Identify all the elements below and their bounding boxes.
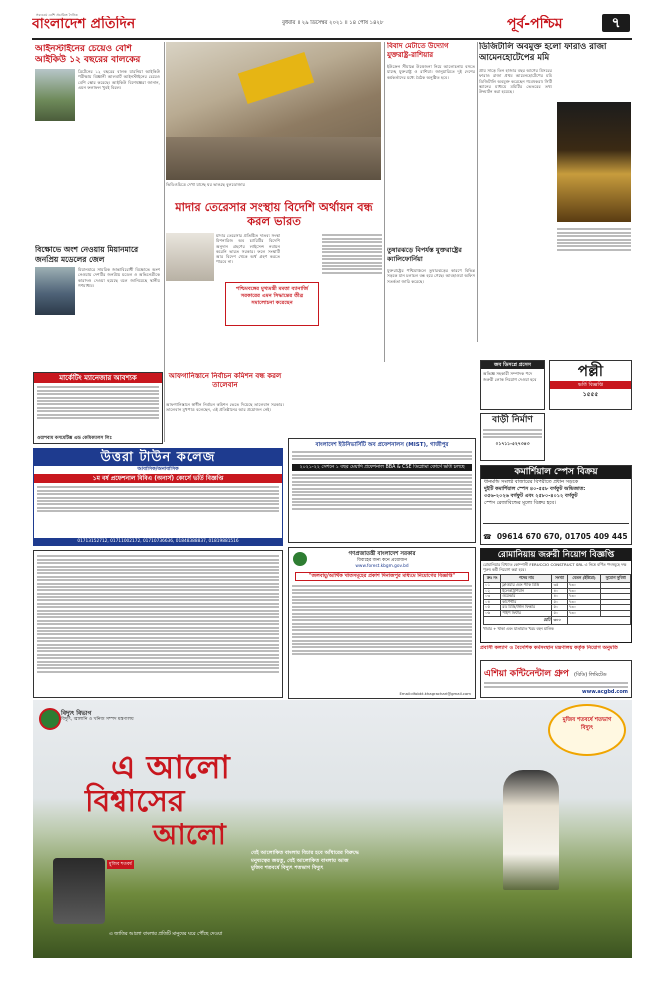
ad-government[interactable] xyxy=(288,547,476,699)
teresa-headline[interactable]: মাদার তেরেসার সংস্থায় বিদেশি অর্থায়ন বন্ধ করল ভারত xyxy=(175,200,373,228)
romania-col-header: বেতন (ইউরো) xyxy=(567,575,601,583)
pharaoh-body-text: প্রায় সাড়ে তিন হাজার বছর আগের মিসরের ফারাও রাজা প্রথম আমেনহোটেপের মমি ডিজিটালি অবমুক্ত করেছেন গবেষকরা। সিটি স্ক্যানের মাধ্যমে মমিটির ভেতরের তথ্য উদ্ঘাটন করা হয়েছে। xyxy=(479,68,552,95)
myanmar-body-text: মিয়ানমারে সামরিক জান্তাবিরোধী বিক্ষোভে অংশ নেওয়ায় দেশটির জনপ্রিয় মডেল ও অভিনেত্রীকে কারাদণ্ড দেওয়া হয়েছে বলে জানিয়েছে স্থানীয় গণমাধ্যম। xyxy=(78,267,160,288)
article-pharaoh xyxy=(479,42,632,342)
romania-col-header: পদের নাম xyxy=(501,575,552,583)
page-number-badge xyxy=(602,14,630,32)
romania-cell: ০২ xyxy=(484,588,501,594)
article-virus xyxy=(387,42,475,242)
commercial-line1: ধানমন্ডি সংলগ্ন বাজারের বিপরীতে প্রধান সড়কে xyxy=(484,479,579,485)
ad-asia-continental[interactable] xyxy=(480,660,632,698)
uttara-band: ১ম বর্ষ প্রফেশনাল বিবিএ (অনার্স) কোর্সে ভর্তি বিজ্ঞপ্তি xyxy=(34,474,282,483)
romania-cell: ০৩ xyxy=(484,594,501,600)
article-election xyxy=(166,372,284,444)
romania-total-label: মোট xyxy=(484,616,552,624)
teresa-body-text: মাদার তেরেসার প্রতিষ্ঠিত দাতব্য সংস্থা মিশনারিজ অব চ্যারিটির বিদেশি অনুদান গ্রহণের লাইসেন্স নবায়ন করেনি ভারত সরকার। ফলে সংস্থাটি আর বিদেশ থেকে অর্থ গ্রহণ করতে পারবে না। xyxy=(216,233,280,265)
mist-title: বাংলাদেশ ইউনিভার্সিটি অব প্রফেশনালস (MIST), গাজীপুর xyxy=(315,442,449,448)
uttara-phone-bar xyxy=(34,538,282,545)
commercial-line3: ৩৫৬-২০২৬ বর্গফুট এবং ২৫৮০-৪০১২ বর্গফুট xyxy=(484,493,578,499)
job-body: অভিজ্ঞ সহকারী সম্পাদক পদে জরুরী লোক নিয়োগ দেওয়া হবে xyxy=(483,371,537,382)
power-tagline-2: মনুষ্যত্বের জয়তু, যেই আলোকিত বাংলায় আজ xyxy=(251,857,349,864)
romania-cell: ওয়েল্ডার xyxy=(501,594,552,600)
uttara-phone: 01713152712, 01711002172, 01710736636, 01848388837, 01819881516 xyxy=(77,539,239,544)
mummy-photo xyxy=(557,102,631,222)
masthead xyxy=(32,12,632,38)
govt-subtitle: বিবাহের জন্য কনে প্রয়োজন xyxy=(356,558,408,563)
teresa-photo xyxy=(166,233,214,281)
romania-cell: ৭৩০ xyxy=(567,588,601,594)
newspaper-logo[interactable]: বাংলাদেশ প্রতিদিন xyxy=(32,16,136,32)
romania-col-header: ক্রঃ নং xyxy=(484,575,501,583)
bulldozer-arm xyxy=(238,52,314,104)
pm-portrait xyxy=(503,770,559,890)
romania-cell: ৭৩০ xyxy=(567,594,601,600)
ad-romania-jobs[interactable] xyxy=(480,548,632,643)
govt-emblem xyxy=(293,552,307,566)
romania-cell: রড মিস্ত্রি/স্টিল ফিক্সার xyxy=(501,605,552,611)
romania-table xyxy=(483,574,631,625)
teresa-pullquote xyxy=(225,282,319,326)
power-slogan: মুজিব শতবর্ষে শতভাগ বিদ্যুৎ xyxy=(562,717,612,731)
bari-title: বাড়ী নির্মাণ xyxy=(492,415,533,425)
article-trump xyxy=(387,246,475,366)
trump-body-text: যুক্তরাষ্ট্রের পশ্চিমাঞ্চলে তুষারঝড়ের কারণে বিভিন্ন সড়কে যান চলাচল বন্ধ হয়ে গেছে। আবহাওয়া অফিস সতর্কতা জারি করেছে। xyxy=(387,268,475,284)
romania-col-header: সুযোগ সুবিধা xyxy=(601,575,631,583)
ad-job[interactable] xyxy=(480,360,545,410)
trump-headline[interactable]: তুষারঝড়ে বিপর্যস্ত যুক্তরাষ্ট্রের ক্যালিফোর্নিয়া xyxy=(387,246,462,263)
commercial-phone: 09614 670 670, 01705 409 445 xyxy=(496,532,628,541)
romania-benefits: খাবার + থাকা এবং যাতায়াত খরচ বহন মালিক xyxy=(483,625,554,631)
power-tagline-box xyxy=(251,850,461,888)
election-headline[interactable]: আফগানিস্তানে নির্বাচন কমিশন বন্ধ করল তালেবান xyxy=(168,372,282,389)
romania-cell: ৫০ xyxy=(552,599,567,605)
uttara-title: উত্তরা টাউন কলেজ xyxy=(34,449,282,466)
ad-uttara-college[interactable] xyxy=(33,448,283,546)
palli-title: পল্লী xyxy=(577,362,604,380)
commercial-line2: দুইটি কমার্শিয়াল স্পেস ৪০-৫৫৮ বর্গফুট অভিজাত: xyxy=(484,486,586,492)
romania-cell: ০৪ xyxy=(484,599,501,605)
mist-band: ২০২১-২২ সেশনে ১ বছর মেয়াদি প্রফেশনাল BBA & CSE ডিপ্লোমা কোর্সে ভর্তি চলছে xyxy=(292,464,472,471)
myanmar-body xyxy=(78,267,160,367)
romania-cell: ৫০ xyxy=(552,610,567,616)
col-rule-1 xyxy=(164,42,165,442)
asia-subtitle: (বিডি) লিমিটেড xyxy=(573,672,607,678)
power-slogan-badge xyxy=(548,704,626,756)
romania-cell: ইলেকট্রিশিয়ান xyxy=(501,588,552,594)
romania-cell: ৪০ xyxy=(552,588,567,594)
power-tagline-1: যেই আলোকিত বাংলায় বিচার হবে আঁধারের বিরুদ্ধে xyxy=(251,850,359,856)
myanmar-headline[interactable]: বিক্ষোভে অংশ নেওয়ায় মিয়ানমারে জনপ্রিয় মডেলের জেল xyxy=(35,245,139,264)
govt-band: "জলবায়ু/আর্থিক খাতসমূহের প্রকাশ দিনাজপুর মাধ্যমে নিয়োগের বিজ্ঞপ্তি" xyxy=(295,572,469,581)
pharaoh-body xyxy=(479,68,552,338)
masthead-rule xyxy=(32,38,632,40)
power-headline-2: বিশ্বাসের xyxy=(85,784,185,819)
romania-cell: ৭৩০ xyxy=(567,583,601,589)
romania-intro: রোমানিয়ার বিখ্যাত কোম্পানী FERUCCIO CONSTRUCT SRL এ নিম্নে বর্ণিত পদসমূহে দক্ষ পুরুষ কর্মী নিয়োগ করা হবে। xyxy=(483,562,627,572)
bari-phone: ০১৭১১-৫২৭৩৪৩ xyxy=(495,441,530,447)
election-body xyxy=(166,402,284,444)
romania-cell: ৭৩০ xyxy=(567,605,601,611)
romania-cell: পাইপ ফিটার xyxy=(501,610,552,616)
page-number: ৭ xyxy=(611,15,621,31)
virus-headline[interactable]: বিবাদ মেটাতে উদ্যোগ যুক্তরাষ্ট্র-রাশিয়ার xyxy=(387,42,449,59)
marketing-title: মার্কেটিং ম্যানেজার আবশ্যক xyxy=(34,373,162,383)
romania-title: রোমানিয়ায় জরুরী নিয়োগ বিজ্ঞপ্তি xyxy=(481,549,631,561)
ad-bari[interactable] xyxy=(480,413,545,461)
romania-total-row xyxy=(484,616,631,624)
commercial-title: কমার্শিয়াল স্পেস বিক্রয় xyxy=(481,466,631,479)
govt-email[interactable]: Email:dfobkt.khagrachari@gmail.com xyxy=(399,691,471,696)
palli-subtitle: ভর্তি বিজ্ঞপ্তি xyxy=(550,381,631,389)
dateline: বুধবার ॥ ২৯ ডিসেম্বর ২০২১ ॥ ১৪ পৌষ ১৪২৮ xyxy=(282,20,384,26)
col-rule-3 xyxy=(477,42,478,342)
bulldozer-photo xyxy=(166,42,381,180)
romania-cell: ৭৩০ xyxy=(567,599,601,605)
ad-commercial-space[interactable] xyxy=(480,465,632,545)
power-ministry-1: বিদ্যুৎ বিভাগ xyxy=(61,710,92,717)
ad-misc-notice[interactable] xyxy=(33,550,283,698)
pullquote-text: পশ্চিমবঙ্গের মুখ্যমন্ত্রী মমতা ব্যানার্জি সরকারের এমন সিদ্ধান্তের তীব্র সমালোচনা করেছেন xyxy=(235,286,309,306)
model-photo xyxy=(35,267,75,315)
ad-palli[interactable] xyxy=(549,360,632,410)
romania-cell: কার্পেন্টার xyxy=(501,599,552,605)
virus-body-text: ইউক্রেন সীমান্তে উত্তেজনা নিয়ে আলোচনায় বসতে যাচ্ছে যুক্তরাষ্ট্র ও রাশিয়া। জানুয়ারিতে দুই দেশের কর্মকর্তাদের মধ্যে বৈঠক অনুষ্ঠিত হবে। xyxy=(387,64,475,80)
asia-title: এশিয়া কন্টিনেন্টাল গ্রুপ xyxy=(484,669,569,679)
govt-title: গণপ্রজাতন্ত্রী বাংলাদেশ সরকার xyxy=(348,551,416,557)
romania-cell: ৭৩০ xyxy=(567,610,601,616)
romania-cell: ৩৫ xyxy=(552,583,567,589)
einstein-body xyxy=(78,69,160,239)
romania-cell: ৪০ xyxy=(552,594,567,600)
rubble xyxy=(166,137,381,180)
article-myanmar xyxy=(33,245,163,370)
romania-footer xyxy=(480,645,632,659)
romania-cell: ৫০ xyxy=(552,605,567,611)
power-quote: এ জাতির আলো বাংলার প্রতিটি মানুষের ঘরে পৌঁছে দেওয়া xyxy=(109,932,223,937)
ad-power-division[interactable] xyxy=(33,700,632,958)
power-headline-1: এ আলো xyxy=(111,748,230,786)
masthead-tagline: সবচেয়ে বেশি প্রচারিত দৈনিক xyxy=(36,13,78,17)
ad-marketing[interactable] xyxy=(33,372,163,444)
article-einstein xyxy=(33,42,163,242)
bangabandhu-portrait xyxy=(53,858,105,924)
power-ministry-2: বিদ্যুৎ, জ্বালানি ও খনিজ সম্পদ মন্ত্রণালয় xyxy=(61,717,134,722)
teresa-body-right xyxy=(322,233,382,368)
palli-number: ১৫৫৫ xyxy=(582,391,599,398)
pharaoh-headline[interactable]: ডিজিটালি অবমুক্ত হলো ফারাও রাজা আমেনহোটেপের মমি xyxy=(479,42,607,63)
commercial-phone-bar xyxy=(483,523,629,543)
einstein-body-text: ব্রিটেনের ১২ বছরের বালক যারনিয়া আইকিউ পরীক্ষায় বিজ্ঞানী আলবার্ট আইনস্টাইনের চেয়েও বেশি স্কোর করেছে। আইকিউ বিশেষজ্ঞরা জানান, এমন ফলাফল খুবই বিরল। xyxy=(78,69,160,90)
romania-cell: ০৬ xyxy=(484,610,501,616)
power-badge: মুজিব শতবর্ষ xyxy=(109,862,132,867)
einstein-headline[interactable]: আইনস্টাইনের চেয়েও বেশি আইকিউ ১২ বছরের বালকের xyxy=(35,44,141,65)
romania-cell: ০১ xyxy=(484,583,501,589)
asia-website[interactable]: www.acgbd.com xyxy=(581,689,628,695)
romania-footer-text: প্রবাসী কল্যাণ ও বৈদেশিক কর্মসংস্থান মন্ত্রণালয় কর্তৃক নিয়োগ অনুমতি xyxy=(480,645,618,651)
pharaoh-body-right xyxy=(557,227,631,337)
romania-cell: ০৫ xyxy=(484,605,501,611)
col-rule-2 xyxy=(384,42,385,362)
boy-photo xyxy=(35,69,75,121)
uttara-subtitle: আবাসিক/অনাবাসিক xyxy=(137,466,179,472)
govt-logo-circle xyxy=(39,708,61,730)
virus-body xyxy=(387,64,475,239)
election-body-text: আফগানিস্তানে স্বাধীন নির্বাচন কমিশন ভেঙে দিয়েছে তালেবান সরকার। তালেবান মুখপাত্র বলেছেন, এই প্রতিষ্ঠানের আর প্রয়োজন নেই। xyxy=(166,402,284,413)
govt-url[interactable]: www.forest.kbgm.gov.bd xyxy=(355,564,409,569)
romania-total-blank xyxy=(567,616,630,624)
marketing-company: ওয়াশবাম কসমেটিক্স এন্ড কেমিক্যালস লিঃ xyxy=(37,436,112,441)
commercial-line4: স্পেস রেজাবিল্ডের মূল্যে বিক্রয় হবে। xyxy=(484,500,556,506)
ad-mist[interactable] xyxy=(288,438,476,543)
job-title: জব ডিসপ্লে প্রসেস xyxy=(481,361,544,369)
phone-icon: ☎ xyxy=(483,533,492,541)
romania-total: ৩০০ xyxy=(552,616,567,624)
romania-cell: ফ্লাওয়ার এবং প্যাক মিস্ত্রি xyxy=(501,583,552,589)
bulldozer-caption: ভিডিওচিত্রে দেখা যাচ্ছে ঘর ভাঙছে বুলডোজার xyxy=(166,182,245,187)
romania-col-header: সংখ্যা xyxy=(552,575,567,583)
section-title: পূর্ব-পশ্চিম xyxy=(507,16,563,32)
power-headline-3: আলো xyxy=(153,818,226,851)
trump-body xyxy=(387,268,475,363)
power-tagline-3: মুজিব শতবর্ষে বিদ্যুৎ শতভাগ বিদ্যুৎ xyxy=(251,865,324,871)
